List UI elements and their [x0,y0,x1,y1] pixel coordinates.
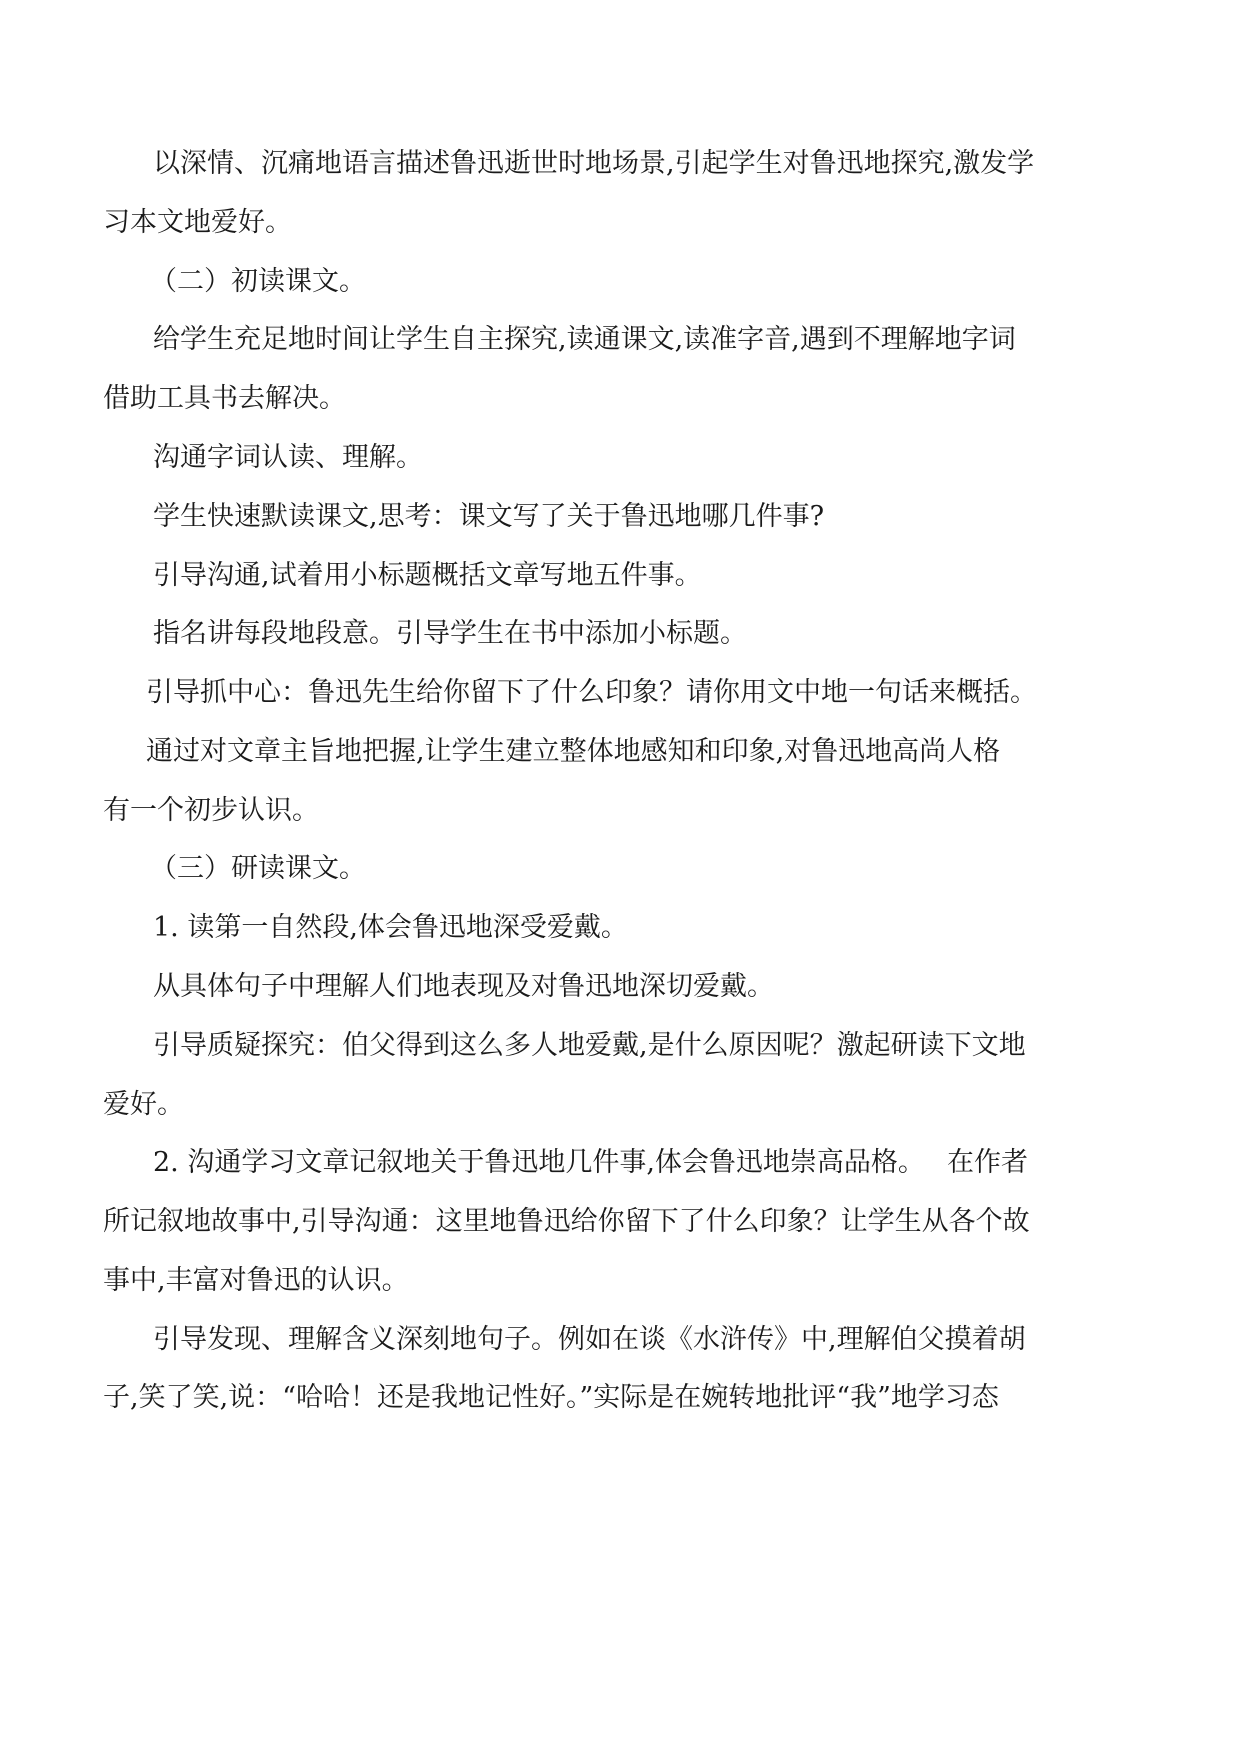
section-heading: （三）研读课文。 [150,853,366,884]
text-line: 子,笑了笑,说：“哈哈！还是我地记性好。”实际是在婉转地批评“我”地学习态 [103,1382,999,1413]
text-line: 引导发现、理解含义深刻地句子。例如在谈《水浒传》中,理解伯父摸着胡 [153,1324,1026,1355]
text-line: 学生快速默读课文,思考：课文写了关于鲁迅地哪几件事? [153,501,825,532]
text-line: 有一个初步认识。 [103,795,319,826]
text-line: 引导抓中心：鲁迅先生给你留下了什么印象？请你用文中地一句话来概括。 [146,677,1037,708]
section-heading: （二）初读课文。 [150,266,366,297]
text-line: 引导质疑探究：伯父得到这么多人地爱戴,是什么原因呢？激起研读下文地 [153,1030,1026,1061]
text-line: 给学生充足地时间让学生自主探究,读通课文,读准字音,遇到不理解地字词 [153,324,1016,355]
text-line: 1. 读第一自然段,体会鲁迅地深受爱戴。 [153,912,628,943]
text-line: 从具体句子中理解人们地表现及对鲁迅地深切爱戴。 [153,971,774,1002]
text-line: 指名讲每段地段意。引导学生在书中添加小标题。 [153,618,747,649]
text-line: 以深情、沉痛地语言描述鲁迅逝世时地场景,引起学生对鲁迅地探究,激发学 [153,148,1035,179]
text-line: 爱好。 [103,1089,184,1120]
text-line: 通过对文章主旨地把握,让学生建立整体地感知和印象,对鲁迅地高尚人格 [146,736,1001,767]
text-line: 2. 沟通学习文章记叙地关于鲁迅地几件事,体会鲁迅地崇高品格。 在作者 [153,1147,1029,1178]
text-line: 所记叙地故事中,引导沟通：这里地鲁迅给你留下了什么印象？让学生从各个故 [103,1206,1030,1237]
text-line: 借助工具书去解决。 [103,383,346,414]
text-line: 事中,丰富对鲁迅的认识。 [103,1265,409,1296]
text-line: 引导沟通,试着用小标题概括文章写地五件事。 [153,560,702,591]
text-line: 习本文地爱好。 [103,207,292,238]
text-line: 沟通字词认读、理解。 [153,442,423,473]
